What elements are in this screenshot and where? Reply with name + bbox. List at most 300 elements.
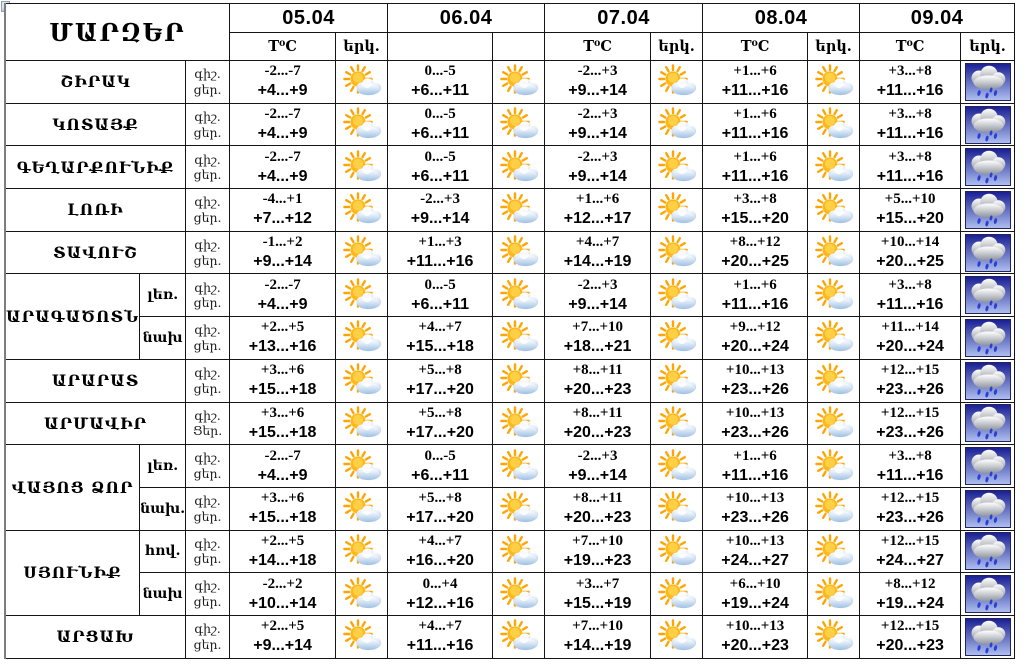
- temp-cell: [230, 146, 336, 189]
- weather-icon-cell: [808, 274, 860, 317]
- subregion-cell: նախ: [140, 573, 186, 616]
- day-label: ցեր.: [193, 636, 222, 652]
- temp-cell: [388, 402, 493, 445]
- partly-cloudy-icon: [653, 150, 701, 185]
- night-temp: +1...+6: [733, 148, 777, 165]
- partly-cloudy-icon: [653, 491, 701, 526]
- day-label: ցեր.: [193, 594, 222, 610]
- weather-icon-cell: [651, 615, 703, 658]
- partly-cloudy-icon: [810, 491, 858, 526]
- forecast-row: [5, 146, 1015, 189]
- partly-cloudy-icon: [495, 192, 543, 227]
- temp-cell: [388, 615, 493, 658]
- day-temp: +13...+16: [248, 338, 317, 356]
- partly-cloudy-icon: [338, 534, 386, 569]
- partly-cloudy-icon: [653, 320, 701, 355]
- forecast-row: [5, 189, 1015, 232]
- temp-cell: [230, 530, 336, 573]
- night-temp: +3...+8: [888, 148, 932, 165]
- time-labels-cell: [186, 189, 230, 232]
- weather-icon-cell: [493, 317, 545, 360]
- day-temp: +18...+21: [563, 338, 632, 356]
- temp-cell: [388, 487, 493, 530]
- temp-cell: [703, 274, 808, 317]
- night-temp: +7...+10: [572, 319, 623, 336]
- time-labels-cell: [186, 402, 230, 445]
- day-temp: +11...+16: [876, 125, 944, 143]
- night-temp: +2...+5: [260, 532, 305, 549]
- night-temp: +5...+8: [418, 404, 462, 421]
- region-cell: ՇԻՐԱԿ: [5, 61, 186, 104]
- sky-subheader-4: երկ.: [808, 33, 860, 61]
- night-temp: +1...+6: [733, 447, 777, 464]
- time-labels-cell: [186, 274, 230, 317]
- partly-cloudy-icon: [810, 534, 858, 569]
- night-temp: +8...+11: [572, 490, 623, 507]
- weather-icon-cell: [961, 359, 1015, 402]
- night-temp: -2...+2: [262, 575, 303, 592]
- weather-icon-cell: [808, 359, 860, 402]
- region-cell: ԳԵՂԱՐՔՈՒՆԻՔ: [5, 146, 186, 189]
- night-temp: +10...+13: [725, 404, 785, 421]
- day-label: ցեր.: [193, 124, 222, 140]
- day-temp: +19...+24: [876, 594, 944, 612]
- night-temp: 0...+4: [422, 575, 458, 592]
- temp-cell: [545, 189, 651, 232]
- partly-cloudy-icon: [810, 363, 858, 398]
- temp-cell: [860, 189, 961, 232]
- temp-cell: [388, 146, 493, 189]
- partly-cloudy-icon: [810, 192, 858, 227]
- temp-cell: [230, 274, 336, 317]
- day-temp: +9...+14: [568, 167, 627, 185]
- region-cell: ՍՅՈՒՆԻՔ: [5, 530, 140, 615]
- day-temp: +4...+9: [257, 466, 308, 484]
- weather-icon-cell: [651, 103, 703, 146]
- temp-cell: [388, 103, 493, 146]
- weather-icon-cell: [808, 231, 860, 274]
- partly-cloudy-icon: [338, 449, 386, 484]
- region-cell: ԱՐՑԱԽ: [5, 615, 186, 658]
- temp-cell: [545, 231, 651, 274]
- day-temp: +23...+26: [721, 509, 789, 527]
- weather-icon-cell: [808, 402, 860, 445]
- time-labels-cell: [186, 445, 230, 488]
- day-temp: +12...+16: [406, 594, 474, 612]
- day-temp: +4...+9: [257, 125, 308, 143]
- partly-cloudy-icon: [338, 363, 386, 398]
- rain-icon: [965, 447, 1011, 485]
- rain-icon: [965, 276, 1011, 314]
- night-temp: +4...+7: [575, 234, 620, 251]
- time-labels-cell: [186, 146, 230, 189]
- night-temp: -1...+2: [262, 234, 303, 251]
- day-temp: +20...+24: [721, 338, 789, 356]
- day-temp: +20...+23: [563, 423, 632, 441]
- weather-icon-cell: [336, 317, 388, 360]
- day-temp: +9...+14: [568, 125, 627, 143]
- night-temp: +3...+8: [888, 106, 932, 123]
- temp-cell: [388, 359, 493, 402]
- partly-cloudy-icon: [810, 235, 858, 270]
- weather-icon-cell: [651, 402, 703, 445]
- partly-cloudy-icon: [495, 235, 543, 270]
- temp-cell: [545, 61, 651, 104]
- night-temp: +4...+7: [418, 618, 462, 635]
- temp-cell: [230, 487, 336, 530]
- night-temp: +1...+6: [733, 106, 777, 123]
- partly-cloudy-icon: [495, 150, 543, 185]
- day-temp: +11...+16: [721, 125, 789, 143]
- subregion-cell: նախ.: [140, 487, 186, 530]
- day-temp: +20...+23: [876, 637, 944, 655]
- partly-cloudy-icon: [653, 235, 701, 270]
- partly-cloudy-icon: [495, 534, 543, 569]
- night-temp: -2...-7: [264, 276, 301, 293]
- day-label: ցեր.: [193, 167, 222, 183]
- weather-icon-cell: [651, 317, 703, 360]
- day-label: ցեր.: [193, 551, 222, 567]
- partly-cloudy-icon: [495, 320, 543, 355]
- night-label: գիշ.: [194, 621, 221, 637]
- rain-icon: [965, 148, 1011, 186]
- day-temp: +6...+11: [411, 466, 469, 484]
- partly-cloudy-icon: [653, 449, 701, 484]
- night-temp: +10...+13: [725, 490, 785, 507]
- night-temp: +12...+15: [880, 404, 940, 421]
- subregion-cell: լեռ.: [140, 274, 186, 317]
- forecast-row: [5, 317, 1015, 360]
- weather-icon-cell: [336, 487, 388, 530]
- night-label: գիշ.: [194, 322, 221, 338]
- region-cell: ՏԱՎՈՒՇ: [5, 231, 186, 274]
- night-label: գիշ.: [194, 535, 221, 551]
- day-temp: +7...+12: [253, 210, 312, 228]
- day-temp: +23...+26: [721, 423, 789, 441]
- forecast-row: [5, 445, 1015, 488]
- temp-subheader-1: T⁰C: [230, 33, 336, 61]
- partly-cloudy-icon: [810, 64, 858, 99]
- partly-cloudy-icon: [338, 491, 386, 526]
- night-temp: 0...-5: [424, 63, 456, 80]
- temp-cell: [545, 615, 651, 658]
- day-temp: +9...+14: [253, 637, 312, 655]
- day-label: ցեր.: [193, 380, 222, 396]
- night-temp: -2...+3: [577, 63, 618, 80]
- date-header-5: 09.04: [860, 4, 1015, 33]
- partly-cloudy-icon: [653, 534, 701, 569]
- day-label: Ցեր.: [192, 423, 223, 439]
- day-label: ցեր.: [193, 209, 222, 225]
- partly-cloudy-icon: [495, 491, 543, 526]
- temp-cell: [860, 615, 961, 658]
- weather-icon-cell: [808, 615, 860, 658]
- night-temp: 0...-5: [424, 276, 456, 293]
- partly-cloudy-icon: [653, 577, 701, 612]
- partly-cloudy-icon: [810, 449, 858, 484]
- temp-cell: [860, 317, 961, 360]
- night-label: գիշ.: [194, 493, 221, 509]
- night-temp: +2...+5: [260, 319, 305, 336]
- day-temp: +19...+24: [721, 594, 789, 612]
- night-temp: +1...+6: [575, 191, 620, 208]
- temp-cell: [545, 103, 651, 146]
- temp-cell: [545, 146, 651, 189]
- weather-icon-cell: [493, 231, 545, 274]
- temp-cell: [860, 103, 961, 146]
- day-label: ցեր.: [193, 81, 222, 97]
- temp-cell: [860, 146, 961, 189]
- subregion-cell: լեռ.: [140, 445, 186, 488]
- night-temp: +10...+14: [880, 234, 940, 251]
- time-labels-cell: [186, 61, 230, 104]
- forecast-row: [5, 274, 1015, 317]
- night-temp: +8...+12: [729, 234, 781, 251]
- date-header-4: 08.04: [703, 4, 860, 33]
- temp-cell: [230, 359, 336, 402]
- day-temp: +17...+20: [406, 509, 474, 527]
- partly-cloudy-icon: [495, 449, 543, 484]
- date-header-3: 07.04: [545, 4, 703, 33]
- forecast-row: [5, 573, 1015, 616]
- temp-cell: [230, 189, 336, 232]
- day-temp: +17...+20: [406, 381, 474, 399]
- day-temp: +10...+14: [248, 594, 317, 612]
- temp-cell: [860, 530, 961, 573]
- partly-cloudy-icon: [810, 406, 858, 441]
- weather-icon-cell: [961, 573, 1015, 616]
- partly-cloudy-icon: [338, 150, 386, 185]
- temp-cell: [545, 530, 651, 573]
- day-temp: +6...+11: [411, 295, 469, 313]
- weather-icon-cell: [493, 274, 545, 317]
- day-label: ցեր.: [193, 508, 222, 524]
- night-temp: +3...+6: [260, 490, 305, 507]
- temp-cell: [860, 402, 961, 445]
- subregion-cell: նախ: [140, 317, 186, 360]
- partly-cloudy-icon: [495, 406, 543, 441]
- night-temp: 0...-5: [424, 447, 456, 464]
- regions-header: ՄԱՐԶԵՐ: [5, 4, 230, 61]
- weather-icon-cell: [961, 231, 1015, 274]
- weather-icon-cell: [651, 573, 703, 616]
- weather-icon-cell: [651, 189, 703, 232]
- temp-cell: [703, 487, 808, 530]
- time-labels-cell: [186, 231, 230, 274]
- partly-cloudy-icon: [338, 278, 386, 313]
- night-label: գիշ.: [194, 407, 221, 423]
- day-temp: +12...+17: [563, 210, 632, 228]
- time-labels-cell: [186, 530, 230, 573]
- weather-icon-cell: [493, 146, 545, 189]
- night-label: գիշ.: [194, 279, 221, 295]
- weather-icon-cell: [808, 61, 860, 104]
- partly-cloudy-icon: [810, 150, 858, 185]
- day-temp: +15...+18: [406, 338, 474, 356]
- weather-icon-cell: [336, 445, 388, 488]
- partly-cloudy-icon: [338, 107, 386, 142]
- day-temp: +11...+16: [721, 167, 789, 185]
- weather-icon-cell: [493, 530, 545, 573]
- weather-icon-cell: [651, 61, 703, 104]
- temp-cell: [230, 615, 336, 658]
- weather-icon-cell: [651, 359, 703, 402]
- night-temp: -2...-7: [264, 63, 301, 80]
- night-temp: +12...+15: [880, 362, 940, 379]
- night-temp: +8...+11: [572, 404, 623, 421]
- temp-cell: [860, 231, 961, 274]
- time-labels-cell: [186, 359, 230, 402]
- weather-icon-cell: [493, 61, 545, 104]
- weather-icon-cell: [493, 487, 545, 530]
- time-labels-cell: [186, 103, 230, 146]
- partly-cloudy-icon: [338, 235, 386, 270]
- temp-cell: [703, 445, 808, 488]
- time-labels-cell: [186, 487, 230, 530]
- day-temp: +14...+19: [563, 253, 632, 271]
- temp-cell: [230, 231, 336, 274]
- rain-icon: [965, 404, 1011, 442]
- night-temp: +4...+7: [418, 532, 462, 549]
- temp-subheader-4: T⁰C: [703, 33, 808, 61]
- weather-icon-cell: [493, 573, 545, 616]
- temp-cell: [388, 530, 493, 573]
- night-temp: +12...+15: [880, 532, 940, 549]
- temp-cell: [545, 573, 651, 616]
- sky-subheader-3: երկ.: [651, 33, 703, 61]
- day-temp: +9...+14: [568, 295, 627, 313]
- rain-icon: [965, 319, 1011, 357]
- night-label: գիշ.: [194, 450, 221, 466]
- partly-cloudy-icon: [338, 406, 386, 441]
- partly-cloudy-icon: [338, 619, 386, 654]
- night-temp: +4...+7: [418, 319, 462, 336]
- temp-cell: [388, 274, 493, 317]
- night-label: գիշ.: [194, 236, 221, 252]
- night-temp: -2...-7: [264, 447, 301, 464]
- date-header-1: 05.04: [230, 4, 388, 33]
- night-temp: +11...+14: [881, 319, 939, 336]
- weather-icon-cell: [336, 615, 388, 658]
- day-temp: +24...+27: [721, 551, 789, 569]
- forecast-row: [5, 61, 1015, 104]
- night-temp: -4...+1: [262, 191, 303, 208]
- weather-icon-cell: [961, 487, 1015, 530]
- temp-cell: [230, 573, 336, 616]
- day-temp: +4...+9: [257, 167, 308, 185]
- rain-icon: [965, 575, 1011, 613]
- night-temp: +3...+8: [888, 447, 932, 464]
- night-temp: +3...+6: [260, 404, 305, 421]
- weather-icon-cell: [336, 231, 388, 274]
- day-temp: +15...+18: [248, 381, 317, 399]
- weather-icon-cell: [493, 359, 545, 402]
- temp-cell: [703, 359, 808, 402]
- night-temp: +5...+10: [884, 191, 936, 208]
- partly-cloudy-icon: [653, 278, 701, 313]
- temp-cell: [860, 61, 961, 104]
- night-temp: +3...+8: [888, 63, 932, 80]
- region-cell: ԿՈՏԱՅՔ: [5, 103, 186, 146]
- time-labels-cell: [186, 573, 230, 616]
- night-label: գիշ.: [194, 194, 221, 210]
- date-header-2: 06.04: [388, 4, 545, 33]
- region-cell: ՎԱՅՈՑ ՁՈՐ: [5, 445, 140, 530]
- rain-icon: [965, 490, 1011, 528]
- day-temp: +15...+19: [563, 594, 632, 612]
- night-label: գիշ.: [194, 365, 221, 381]
- night-temp: +3...+6: [260, 362, 305, 379]
- partly-cloudy-icon: [653, 64, 701, 99]
- forecast-row: [5, 615, 1015, 658]
- night-temp: +3...+8: [733, 191, 777, 208]
- day-temp: +20...+25: [876, 253, 944, 271]
- night-temp: +8...+12: [884, 575, 936, 592]
- day-temp: +6...+11: [411, 125, 469, 143]
- day-temp: +9...+14: [410, 210, 470, 228]
- weather-icon-cell: [651, 445, 703, 488]
- day-temp: +15...+18: [248, 423, 317, 441]
- rain-icon: [965, 191, 1011, 229]
- day-temp: +23...+26: [721, 381, 789, 399]
- night-temp: +10...+13: [725, 618, 785, 635]
- partly-cloudy-icon: [338, 577, 386, 612]
- temp-cell: [545, 317, 651, 360]
- weather-icon-cell: [493, 189, 545, 232]
- subregion-cell: հով.: [140, 530, 186, 573]
- rain-icon: [965, 532, 1011, 570]
- partly-cloudy-icon: [653, 363, 701, 398]
- temp-cell: [703, 530, 808, 573]
- weather-icon-cell: [961, 317, 1015, 360]
- partly-cloudy-icon: [810, 278, 858, 313]
- weather-icon-cell: [651, 146, 703, 189]
- night-temp: +8...+11: [572, 362, 623, 379]
- day-temp: +24...+27: [876, 551, 944, 569]
- weather-icon-cell: [651, 530, 703, 573]
- sky-subheader-1: երկ.: [336, 33, 388, 61]
- day-temp: +15...+20: [876, 210, 944, 228]
- forecast-row: [5, 231, 1015, 274]
- day-temp: +20...+23: [563, 509, 632, 527]
- night-temp: -2...+3: [577, 148, 618, 165]
- night-label: գիշ.: [194, 151, 221, 167]
- partly-cloudy-icon: [495, 619, 543, 654]
- temp-cell: [860, 274, 961, 317]
- rain-icon: [965, 362, 1011, 400]
- day-temp: +6...+11: [411, 82, 469, 100]
- day-temp: +15...+20: [721, 210, 789, 228]
- day-label: ցեր.: [193, 295, 222, 311]
- weather-icon-cell: [336, 573, 388, 616]
- rain-icon: [965, 234, 1011, 272]
- weather-icon-cell: [651, 231, 703, 274]
- night-temp: +7...+10: [572, 618, 623, 635]
- weather-icon-cell: [493, 445, 545, 488]
- weather-icon-cell: [336, 359, 388, 402]
- temp-cell: [703, 146, 808, 189]
- temp-cell: [388, 573, 493, 616]
- weather-icon-cell: [336, 530, 388, 573]
- temp-cell: [230, 402, 336, 445]
- night-temp: -2...-7: [264, 148, 301, 165]
- forecast-row: [5, 103, 1015, 146]
- day-temp: +20...+23: [721, 637, 789, 655]
- weather-icon-cell: [493, 103, 545, 146]
- weather-icon-cell: [808, 530, 860, 573]
- weather-icon-cell: [961, 530, 1015, 573]
- weather-icon-cell: [961, 61, 1015, 104]
